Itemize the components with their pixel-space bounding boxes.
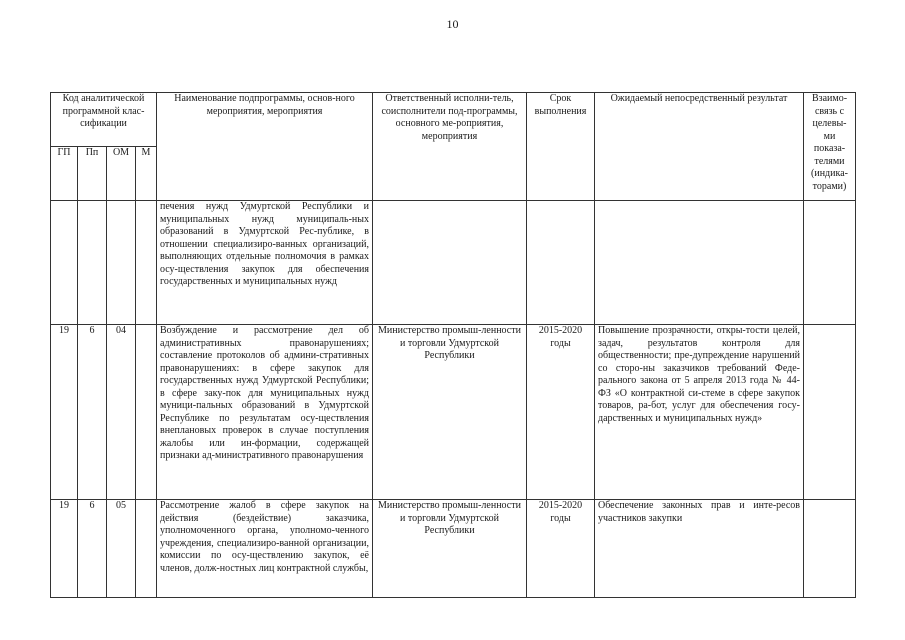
cell-name: печения нужд Удмуртской Республики и муниципальных нужд муниципаль-ных образований в Удмуртской Рес-публике, в отношении специализиро-ванных организаций, выполняющих отдельные полномочия в рамках осу-ществления закупок для обеспечения государственных и муниципальных нужд bbox=[157, 201, 373, 325]
header-result: Ожидаемый непосредственный результат bbox=[595, 93, 804, 201]
header-term: Срок выполнения bbox=[527, 93, 595, 201]
table-row bbox=[51, 201, 856, 325]
cell-term: 2015-2020 годы bbox=[527, 325, 595, 500]
header-code-pp: Пп bbox=[78, 147, 107, 201]
cell-name: Рассмотрение жалоб в сфере закупок на действия (бездействие) заказчика, уполномоченного органа, уполномо-ченного учреждения, специализиро-ванной организации, комиссии по осу-ществлению закупок, её членов, долж-ностных лиц контрактной службы, bbox=[157, 500, 373, 598]
cell-gp bbox=[51, 201, 78, 325]
cell-relation bbox=[804, 201, 856, 325]
cell-name: Возбуждение и рассмотрение дел об административных правонарушениях; составление протоколов об админи-стративных правонарушениях: в сфере закупок для государственных нужд Удмуртской Республики; в сфере заку-пок для муниципальных нужд муници-пальных образований в Удмуртской Республике по результатам осу-ществления внеплановых проверок в случае поступления жалобы или ин-формации, содержащей признаки ад-министративного правонарушения bbox=[157, 325, 373, 500]
cell-result: Повышение прозрачности, откры-тости целей, задач, результатов контроля для общественности; пре-дупреждение нарушений со сторо-ны заказчиков требований Феде-рального закона от 5 апреля 2013 года № 44-ФЗ «О контрактной си-стеме в сфере закупок товаров, ра-бот, услуг для обеспечения госу-дарственных и муниципальных нужд» bbox=[595, 325, 804, 500]
header-code-m: М bbox=[136, 147, 157, 201]
cell-om: 05 bbox=[107, 500, 136, 598]
cell-relation bbox=[804, 500, 856, 598]
header-code-group: Код аналитической программной клас-сификации bbox=[51, 93, 157, 147]
cell-term bbox=[527, 201, 595, 325]
header-responsible: Ответственный исполни-тель, соисполнители под-программы, основного ме-роприятия, мероприятия bbox=[373, 93, 527, 201]
cell-pp bbox=[78, 201, 107, 325]
header-code-om: ОМ bbox=[107, 147, 136, 201]
table-row bbox=[51, 325, 856, 500]
header-relation: Взаимо-связь с целевы-ми показа-телями (индика-торами) bbox=[804, 93, 856, 201]
cell-om bbox=[107, 201, 136, 325]
table-row bbox=[51, 500, 856, 598]
cell-result: Обеспечение законных прав и инте-ресов участников закупки bbox=[595, 500, 804, 598]
program-table bbox=[50, 92, 856, 598]
cell-responsible: Министерство промыш-ленности и торговли Удмуртской Республики bbox=[373, 325, 527, 500]
cell-responsible bbox=[373, 201, 527, 325]
cell-gp: 19 bbox=[51, 325, 78, 500]
cell-pp: 6 bbox=[78, 325, 107, 500]
cell-m bbox=[136, 201, 157, 325]
header-name: Наименование подпрограммы, основ-ного мероприятия, мероприятия bbox=[157, 93, 373, 201]
cell-m bbox=[136, 325, 157, 500]
cell-responsible: Министерство промыш-ленности и торговли Удмуртской Республики bbox=[373, 500, 527, 598]
cell-om: 04 bbox=[107, 325, 136, 500]
cell-pp: 6 bbox=[78, 500, 107, 598]
cell-gp: 19 bbox=[51, 500, 78, 598]
header-code-gp: ГП bbox=[51, 147, 78, 201]
page-number: 10 bbox=[446, 17, 459, 31]
cell-result bbox=[595, 201, 804, 325]
cell-term: 2015-2020 годы bbox=[527, 500, 595, 598]
cell-relation bbox=[804, 325, 856, 500]
cell-m bbox=[136, 500, 157, 598]
